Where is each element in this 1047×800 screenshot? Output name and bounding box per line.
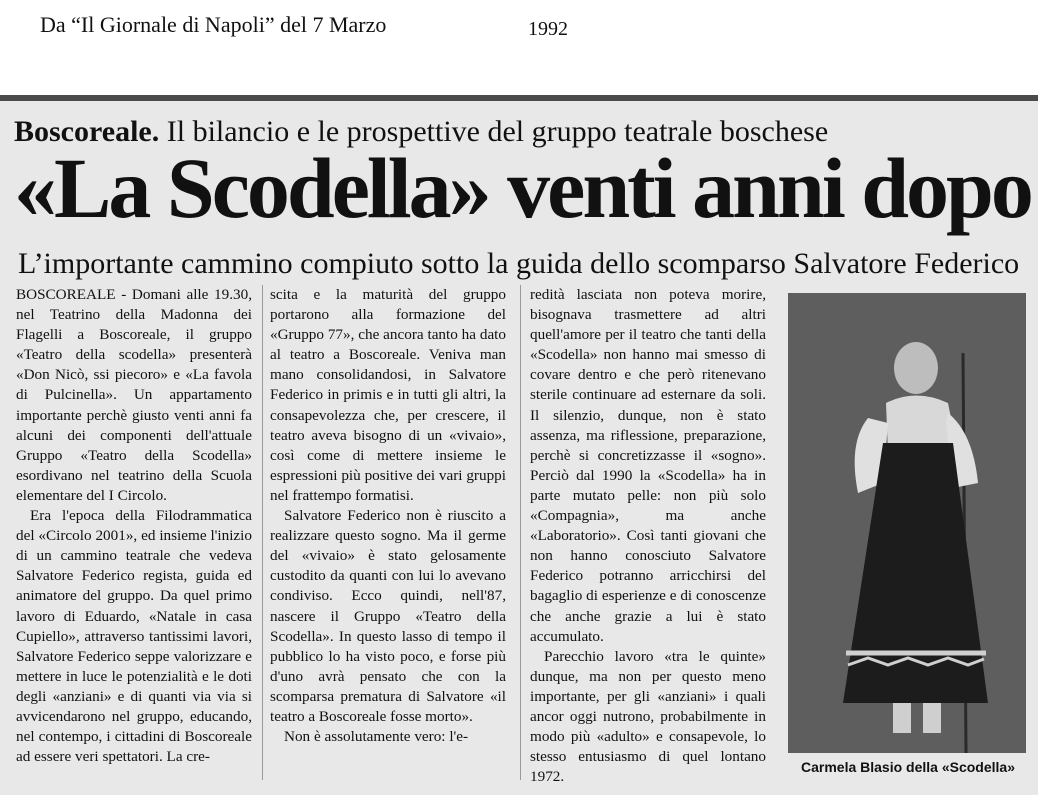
paragraph: redità lasciata non poteva morire, bisognava trasmettere ad altri quell'amore per il teatro che tanti della «Scodella» non hanno mai smesso di covare dentro e che però ritenevano sterile continuare ad esternare da soli. Il silenzio, dunque, non è stato assenza, ma riflessione, preparazione, perchè si concretizzasse il «sogno». Perciò dal 1990 la «Scodella» ha in parte mutato pelle: non più solo «Compagnia», ma anche «Laboratorio». Così tanti giovani che non hanno conosciuto Salvatore Federico potranno arricchirsi del bagaglio di esperienze e di conoscenze che anche grazie a lui è stato accumulato. xyxy=(530,286,766,645)
newspaper-clipping xyxy=(0,95,1038,795)
paragraph: scita e la maturità del gruppo portarono alla formazione del «Gruppo 77», che ancora tanto ha dato al teatro a Boscoreale. Veniva man mano consolidandosi, in Salvatore Federico in primis e in tutti gli altri, la consapevolezza che, per crescere, il teatro aveva bisogno di un «vivaio», così come di mettere insieme le espressioni più positive dei vari gruppi nel frattempo formatisi. xyxy=(270,286,506,504)
paragraph: BOSCOREALE - Domani alle 19.30, nel Teatrino della Madonna dei Flagelli a Boscoreale, il gruppo «Teatro della scodella» presenterà «Don Nicò, ssi piecoro» e «La favola di Pulcinella». Un appartamento importante perchè giusto venti anni fa alcuni dei componenti dell'attuale Gruppo «Teatro della Scodella» esordivano nel teatrino della Scuola elementare del I Circolo. xyxy=(16,286,252,504)
subheadline: L’importante cammino compiuto sotto la guida dello scomparso Salvatore Federico xyxy=(18,247,1020,280)
performer-silhouette xyxy=(788,293,1026,753)
column-divider xyxy=(262,285,263,780)
article-column-3 xyxy=(530,285,766,787)
kicker-text: Il bilancio e le prospettive del gruppo teatrale boschese xyxy=(159,115,829,148)
paragraph: Non è assolutamente vero: l'e- xyxy=(284,728,469,746)
year-caption: 1992 xyxy=(528,18,568,40)
article-column-1 xyxy=(16,285,252,767)
paragraph: Era l'epoca della Filodrammatica del «Circolo 2001», ed insieme l'inizio di un cammino teatrale che vedeva Salvatore Federico regista, guida ed animatore del gruppo. Da quel primo lavoro di Eduardo, «Natale in casa Cupiello», attraverso tantissimi lavori, Salvatore Federico seppe valorizzare e mettere in luce le potenzialità e le doti degli «anziani» e di quanti via via si avvicendarono nel gruppo, educando, nel contempo, i cittadini di Boscoreale ad essere veri spettatori. La cre- xyxy=(16,507,252,766)
paragraph: Parecchio lavoro «tra le quinte» dunque, ma non per questo meno importante, per gli «anziani» i quali ancor oggi nutrono, probabilmente in modo più «adulto» e consapevole, lo stesso entusiasmo di quel lontano 1972. xyxy=(530,647,766,786)
paragraph: Salvatore Federico non è riuscito a realizzare questo sogno. Ma il germe del «vivaio» è stato gelosamente custodito da quanti con lui lo avevano condiviso. Ecco quindi, nell'87, nascere il Gruppo «Teatro della Scodella». In questo lasso di tempo il pubblico lo ha visto poco, e forse più d'uno avrà pensato che con la scomparsa prematura di Salvatore «il teatro a Boscoreale fosse morto». xyxy=(270,507,506,725)
photo-caption: Carmela Blasio della «Scodella» xyxy=(801,759,1015,775)
column-divider xyxy=(520,285,521,780)
performer-photo xyxy=(788,293,1026,753)
kicker-location: Boscoreale. xyxy=(14,115,160,148)
headline: «La Scodella» venti anni dopo xyxy=(14,140,1031,236)
article-column-2 xyxy=(270,285,506,747)
source-caption: Da “Il Giornale di Napoli” del 7 Marzo xyxy=(40,12,387,37)
